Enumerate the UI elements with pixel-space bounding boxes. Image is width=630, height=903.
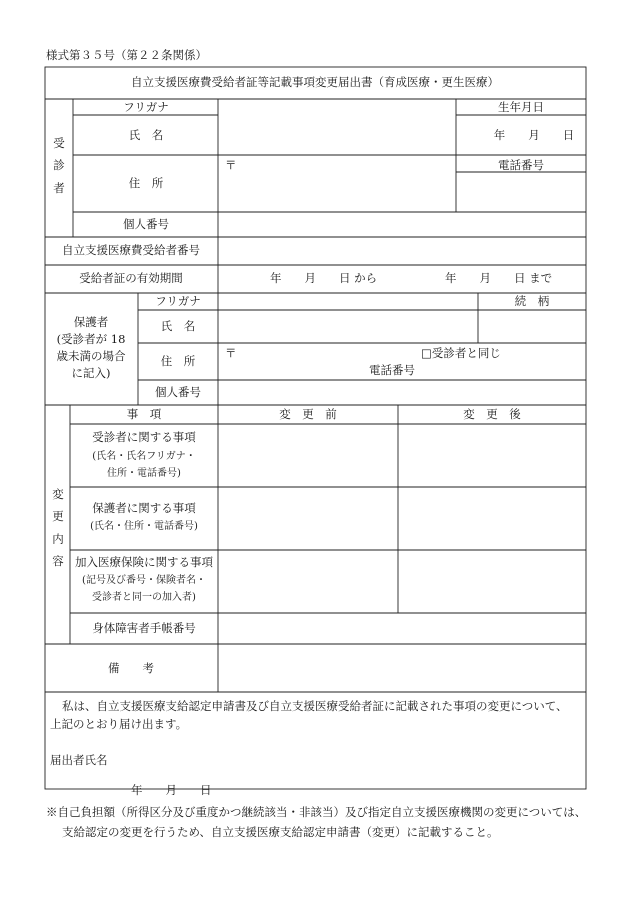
guardian-item-title: 保護者に関する事項 <box>92 501 196 515</box>
guardian-furigana-label: フリガナ <box>155 294 201 308</box>
guardian-relation-label: 続 柄 <box>514 294 550 308</box>
patient-furigana-label: フリガナ <box>123 100 169 114</box>
patient-birth-label: 生年月日 <box>498 100 544 114</box>
guardian-address-label: 住 所 <box>160 354 196 368</box>
patient-name-label: 氏 名 <box>128 128 164 142</box>
patient-item-note-2: 住所・電話番号) <box>107 468 181 479</box>
form-title: 自立支援医療費受給者証等記載事項変更届出書（育成医療・更生医療） <box>131 75 499 89</box>
submission-date-field[interactable]: 年 月 日 <box>131 783 212 797</box>
insurance-item-note-2: 受診者と同一の加入者) <box>92 592 196 603</box>
patient-address-label: 住 所 <box>128 176 164 190</box>
patient-birth-field[interactable]: 年 月 日 <box>493 128 575 142</box>
declaration-line-2: 上記のとおり届け出ます。 <box>50 717 188 731</box>
guardian-label-line2: (受診者が 18 <box>56 332 126 346</box>
form-number: 様式第３５号（第２２条関係） <box>46 48 207 62</box>
handbook-item-title: 身体障害者手帳番号 <box>92 621 196 635</box>
guardian-label-line1: 保護者 <box>73 315 109 329</box>
validity-to[interactable]: 年 月 日 まで <box>445 271 553 285</box>
patient-group-label: 受 診 者 <box>53 136 65 195</box>
guardian-name-label: 氏 名 <box>160 319 196 333</box>
remarks-label: 備 考 <box>108 661 154 675</box>
patient-postal-mark: 〒 <box>225 158 237 172</box>
footnote-line-2: 支給認定の変更を行うため、自立支援医療支給認定申請書（変更）に記載すること。 <box>62 825 499 839</box>
guardian-label-line3: 歳未満の場合 <box>56 349 126 363</box>
patient-item-title: 受診者に関する事項 <box>92 430 196 444</box>
same-as-patient-checkbox[interactable]: □受診者と同じ <box>421 346 501 360</box>
changes-after-header: 変 更 後 <box>463 407 521 421</box>
form-border <box>45 67 586 789</box>
guardian-phone-label: 電話番号 <box>369 363 415 377</box>
guardian-item-note: (氏名・住所・電話番号) <box>90 521 198 532</box>
guardian-postal-mark: 〒 <box>225 346 237 360</box>
declaration-line-1: 私は、自立支援医療支給認定申請書及び自立支援医療受給者証に記載された事項の変更について、 <box>62 699 568 713</box>
changes-item-header: 事 項 <box>126 407 162 421</box>
footnote-line-1: ※自己負担額（所得区分及び重度かつ継続該当・非該当）及び指定自立支援医療機関の変更については、 <box>46 805 587 819</box>
guardian-mynumber-label: 個人番号 <box>155 385 201 399</box>
insurance-item-title: 加入医療保険に関する事項 <box>75 555 213 569</box>
insurance-item-note-1: (記号及び番号・保険者名・ <box>82 575 206 586</box>
patient-item-note-1: (氏名・氏名フリガナ・ <box>92 451 196 462</box>
changes-before-header: 変 更 前 <box>279 407 337 421</box>
validity-label: 受給者証の有効期間 <box>79 271 183 285</box>
recipient-number-label: 自立支援医療費受給者番号 <box>62 243 200 257</box>
patient-phone-label: 電話番号 <box>498 158 544 172</box>
submitter-name-label: 届出者氏名 <box>50 753 108 767</box>
changes-group-label: 変 更 内 容 <box>52 487 64 569</box>
validity-from[interactable]: 年 月 日 から <box>270 271 378 285</box>
guardian-label-line4: に記入) <box>71 366 111 380</box>
patient-mynumber-label: 個人番号 <box>123 217 169 231</box>
